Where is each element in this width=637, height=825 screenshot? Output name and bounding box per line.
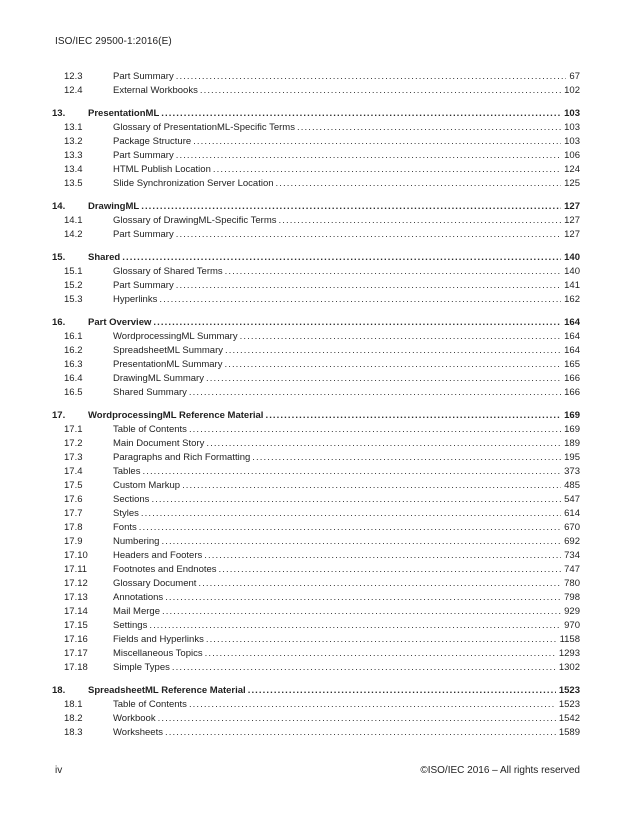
toc-entry-page: 124	[564, 164, 580, 175]
copyright-notice: ©ISO/IEC 2016 – All rights reserved	[420, 765, 580, 776]
toc-entry[interactable]	[52, 684, 580, 698]
toc-entry-number: 14.2	[64, 229, 83, 240]
toc-entry-number: 17.6	[64, 494, 83, 505]
document-header: ISO/IEC 29500-1:2016(E)	[55, 36, 172, 47]
toc-entry[interactable]	[52, 577, 580, 591]
toc-entry-number: 17.11	[64, 564, 88, 575]
toc-entry-number: 17.13	[64, 592, 88, 603]
toc-entry-page: 189	[564, 438, 580, 449]
toc-entry-number: 16.5	[64, 387, 83, 398]
toc-dot-leader	[252, 451, 561, 465]
toc-dot-leader	[193, 135, 561, 149]
toc-entry-page: 102	[564, 85, 580, 96]
toc-dot-leader	[225, 265, 561, 279]
toc-entry-title: Main Document Story	[113, 438, 205, 449]
toc-entry[interactable]	[52, 549, 580, 563]
toc-entry-title: Headers and Footers	[113, 550, 203, 561]
toc-entry[interactable]	[52, 521, 580, 535]
toc-entry-page: 165	[564, 359, 580, 370]
toc-entry-title: Table of Contents	[113, 424, 187, 435]
toc-entry-number: 17.4	[64, 466, 83, 477]
toc-dot-leader	[176, 149, 561, 163]
toc-entry-title: Fields and Hyperlinks	[113, 634, 204, 645]
toc-dot-leader	[219, 563, 562, 577]
toc-entry[interactable]	[52, 437, 580, 451]
toc-entry[interactable]	[52, 316, 580, 330]
toc-dot-leader	[265, 409, 561, 423]
toc-dot-leader	[159, 293, 561, 307]
page-number-roman: iv	[55, 765, 63, 776]
toc-entry-page: 747	[564, 564, 580, 575]
toc-entry-number: 15.2	[64, 280, 83, 291]
toc-entry-page: 670	[564, 522, 580, 533]
toc-entry-number: 13.3	[64, 150, 83, 161]
toc-entry-title: Sections	[113, 494, 150, 505]
toc-entry-title: Table of Contents	[113, 699, 187, 710]
toc-entry-number: 17.8	[64, 522, 83, 533]
toc-entry[interactable]	[52, 507, 580, 521]
toc-entry-number: 15.1	[64, 266, 83, 277]
toc-entry[interactable]	[52, 633, 580, 647]
toc-entry-title: Styles	[113, 508, 139, 519]
toc-entry-number: 16.	[52, 317, 66, 328]
toc-dot-leader	[161, 107, 561, 121]
toc-entry-number: 16.4	[64, 373, 83, 384]
toc-entry-page: 195	[564, 452, 580, 463]
toc-entry-page: 140	[564, 252, 580, 263]
toc-entry-page: 929	[564, 606, 580, 617]
toc-entry-title: Settings	[113, 620, 148, 631]
toc-dot-leader	[141, 200, 561, 214]
toc-entry-number: 13.5	[64, 178, 83, 189]
toc-entry-title: Simple Types	[113, 662, 170, 673]
toc-dot-leader	[176, 279, 561, 293]
toc-entry-page: 485	[564, 480, 580, 491]
toc-entry[interactable]	[52, 121, 580, 135]
toc-entry-number: 12.3	[64, 71, 83, 82]
toc-entry[interactable]	[52, 84, 580, 98]
toc-entry-number: 17.16	[64, 634, 88, 645]
toc-entry[interactable]	[52, 279, 580, 293]
toc-dot-leader	[139, 521, 561, 535]
toc-entry-title: Footnotes and Endnotes	[113, 564, 217, 575]
toc-entry-number: 17.10	[64, 550, 88, 561]
toc-dot-leader	[189, 698, 556, 712]
toc-dot-leader	[172, 661, 556, 675]
toc-entry[interactable]	[52, 661, 580, 675]
toc-entry[interactable]	[52, 479, 580, 493]
toc-entry-title: Glossary of Shared Terms	[113, 266, 223, 277]
toc-entry-page: 734	[564, 550, 580, 561]
toc-dot-leader	[276, 177, 562, 191]
toc-entry-title: Numbering	[113, 536, 160, 547]
toc-entry-number: 16.3	[64, 359, 83, 370]
toc-dot-leader	[162, 605, 561, 619]
toc-entry-page: 164	[564, 317, 580, 328]
toc-entry[interactable]	[52, 265, 580, 279]
toc-entry-title: Part Summary	[113, 71, 174, 82]
toc-entry-title: Mail Merge	[113, 606, 160, 617]
toc-entry-title: Package Structure	[113, 136, 192, 147]
toc-entry-title: Tables	[113, 466, 141, 477]
toc-entry-page: 166	[564, 373, 580, 384]
toc-entry-page: 1589	[558, 727, 580, 738]
toc-entry-title: Custom Markup	[113, 480, 181, 491]
toc-entry-title: Paragraphs and Rich Formatting	[113, 452, 251, 463]
toc-entry-title: Part Summary	[113, 280, 174, 291]
toc-entry-title: External Workbooks	[113, 85, 198, 96]
toc-entry[interactable]	[52, 163, 580, 177]
toc-entry[interactable]	[52, 293, 580, 307]
toc-entry-page: 67	[569, 71, 580, 82]
toc-dot-leader	[161, 535, 561, 549]
toc-entry-number: 16.1	[64, 331, 83, 342]
toc-entry-number: 15.3	[64, 294, 83, 305]
toc-entry-page: 614	[564, 508, 580, 519]
toc-list	[52, 70, 580, 740]
toc-entry-number: 17.3	[64, 452, 83, 463]
toc-dot-leader	[204, 549, 561, 563]
toc-entry-page: 125	[564, 178, 580, 189]
toc-entry-page: 1523	[558, 685, 580, 696]
toc-entry-title: Shared Summary	[113, 387, 187, 398]
toc-entry-title: PresentationML	[88, 108, 160, 119]
toc-entry-page: 1293	[558, 648, 580, 659]
toc-entry-title: Workbook	[113, 713, 156, 724]
toc-entry-page: 103	[564, 122, 580, 133]
toc-entry-number: 15.	[52, 252, 66, 263]
toc-entry-number: 13.1	[64, 122, 83, 133]
toc-dot-leader	[165, 591, 561, 605]
toc-dot-leader	[278, 214, 561, 228]
toc-entry[interactable]	[52, 698, 580, 712]
toc-entry-title: SpreadsheetML Reference Material	[88, 685, 246, 696]
toc-dot-leader	[297, 121, 561, 135]
toc-entry-page: 169	[564, 424, 580, 435]
toc-entry-page: 140	[564, 266, 580, 277]
toc-dot-leader	[176, 228, 561, 242]
toc-entry[interactable]	[52, 200, 580, 214]
toc-entry-page: 103	[564, 108, 580, 119]
toc-entry[interactable]	[52, 493, 580, 507]
toc-entry[interactable]	[52, 344, 580, 358]
toc-entry-title: WordprocessingML Summary	[113, 331, 238, 342]
toc-entry[interactable]	[52, 423, 580, 437]
toc-entry-title: Glossary of DrawingML-Specific Terms	[113, 215, 277, 226]
toc-entry-title: HTML Publish Location	[113, 164, 211, 175]
toc-entry[interactable]	[52, 177, 580, 191]
toc-entry[interactable]	[52, 228, 580, 242]
toc-entry-title: Slide Synchronization Server Location	[113, 178, 274, 189]
toc-dot-leader	[206, 437, 561, 451]
toc-entry[interactable]	[52, 251, 580, 265]
toc-entry-number: 17.5	[64, 480, 83, 491]
toc-entry-title: Part Overview	[88, 317, 152, 328]
toc-entry-page: 141	[564, 280, 580, 291]
toc-entry-number: 17.2	[64, 438, 83, 449]
toc-entry-page: 1302	[558, 662, 580, 673]
toc-dot-leader	[122, 251, 561, 265]
toc-dot-leader	[189, 386, 561, 400]
toc-dot-leader	[165, 726, 556, 740]
toc-entry-title: Part Summary	[113, 229, 174, 240]
toc-entry[interactable]	[52, 591, 580, 605]
toc-dot-leader	[142, 465, 561, 479]
toc-dot-leader	[224, 358, 561, 372]
toc-entry-page: 164	[564, 331, 580, 342]
toc-entry-title: WordprocessingML Reference Material	[88, 410, 264, 421]
toc-entry-page: 1158	[559, 634, 580, 645]
toc-entry-number: 18.1	[64, 699, 83, 710]
toc-entry-number: 16.2	[64, 345, 83, 356]
toc-entry-title: Worksheets	[113, 727, 163, 738]
toc-entry-page: 127	[564, 229, 580, 240]
toc-entry[interactable]	[52, 535, 580, 549]
toc-entry-number: 18.	[52, 685, 66, 696]
toc-entry-number: 13.4	[64, 164, 83, 175]
toc-entry-number: 17.15	[64, 620, 88, 631]
toc-entry[interactable]	[52, 465, 580, 479]
toc-dot-leader	[213, 163, 561, 177]
toc-entry-number: 13.	[52, 108, 66, 119]
toc-dot-leader	[198, 577, 561, 591]
toc-entry-title: DrawingML Summary	[113, 373, 204, 384]
toc-entry[interactable]	[52, 386, 580, 400]
toc-entry-page: 373	[564, 466, 580, 477]
toc-entry[interactable]	[52, 107, 580, 121]
toc-dot-leader	[158, 712, 556, 726]
toc-dot-leader	[182, 479, 561, 493]
toc-entry-page: 692	[564, 536, 580, 547]
toc-dot-leader	[141, 507, 561, 521]
toc-entry-page: 970	[564, 620, 580, 631]
toc-entry[interactable]	[52, 372, 580, 386]
toc-entry-number: 18.3	[64, 727, 83, 738]
toc-entry-title: Glossary of PresentationML-Specific Terms	[113, 122, 295, 133]
toc-entry-title: Hyperlinks	[113, 294, 158, 305]
toc-entry-page: 166	[564, 387, 580, 398]
toc-entry[interactable]	[52, 605, 580, 619]
toc-entry-title: Miscellaneous Topics	[113, 648, 203, 659]
toc-dot-leader	[240, 330, 562, 344]
toc-entry-title: DrawingML	[88, 201, 140, 212]
toc-entry-page: 1523	[558, 699, 580, 710]
toc-entry-number: 18.2	[64, 713, 83, 724]
toc-entry-number: 17.1	[64, 424, 83, 435]
toc-dot-leader	[149, 619, 561, 633]
toc-dot-leader	[200, 84, 561, 98]
toc-dot-leader	[176, 70, 567, 84]
toc-entry-page: 1542	[558, 713, 580, 724]
toc-entry-page: 106	[564, 150, 580, 161]
toc-dot-leader	[225, 344, 561, 358]
toc-entry-number: 12.4	[64, 85, 83, 96]
toc-entry[interactable]	[52, 712, 580, 726]
toc-entry-number: 17.9	[64, 536, 83, 547]
toc-entry[interactable]	[52, 619, 580, 633]
toc-entry-page: 547	[564, 494, 580, 505]
toc-entry-title: Annotations	[113, 592, 164, 603]
toc-entry-title: Glossary Document	[113, 578, 197, 589]
toc-dot-leader	[206, 633, 557, 647]
toc-entry[interactable]	[52, 647, 580, 661]
toc-entry-number: 13.2	[64, 136, 83, 147]
toc-entry-number: 17.14	[64, 606, 88, 617]
document-footer	[55, 765, 580, 776]
toc-entry[interactable]	[52, 149, 580, 163]
toc-entry[interactable]	[52, 451, 580, 465]
toc-entry-page: 162	[564, 294, 580, 305]
toc-entry-page: 164	[564, 345, 580, 356]
toc-entry-number: 17.17	[64, 648, 88, 659]
toc-entry-page: 780	[564, 578, 580, 589]
toc-dot-leader	[153, 316, 561, 330]
toc-entry-title: SpreadsheetML Summary	[113, 345, 224, 356]
toc-dot-leader	[151, 493, 561, 507]
toc-dot-leader	[248, 684, 556, 698]
toc-entry-title: PresentationML Summary	[113, 359, 223, 370]
toc-entry-number: 14.1	[64, 215, 83, 226]
toc-entry-title: Fonts	[113, 522, 137, 533]
toc-entry-number: 17.7	[64, 508, 83, 519]
toc-entry-title: Part Summary	[113, 150, 174, 161]
toc-dot-leader	[205, 647, 556, 661]
toc-entry-number: 17.18	[64, 662, 88, 673]
toc-entry-title: Shared	[88, 252, 121, 263]
toc-entry[interactable]	[52, 358, 580, 372]
toc-entry-page: 127	[564, 201, 580, 212]
toc-entry-page: 127	[564, 215, 580, 226]
toc-entry-page: 169	[564, 410, 580, 421]
toc-entry[interactable]	[52, 563, 580, 577]
toc-entry[interactable]	[52, 409, 580, 423]
toc-entry-number: 17.	[52, 410, 66, 421]
toc-entry[interactable]	[52, 726, 580, 740]
toc-entry-number: 14.	[52, 201, 66, 212]
toc-dot-leader	[206, 372, 561, 386]
toc-entry[interactable]	[52, 135, 580, 149]
toc-dot-leader	[189, 423, 561, 437]
toc-entry[interactable]	[52, 330, 580, 344]
toc-entry[interactable]	[52, 70, 580, 84]
toc-entry[interactable]	[52, 214, 580, 228]
toc-entry-page: 798	[564, 592, 580, 603]
toc-entry-number: 17.12	[64, 578, 88, 589]
toc-entry-page: 103	[564, 136, 580, 147]
